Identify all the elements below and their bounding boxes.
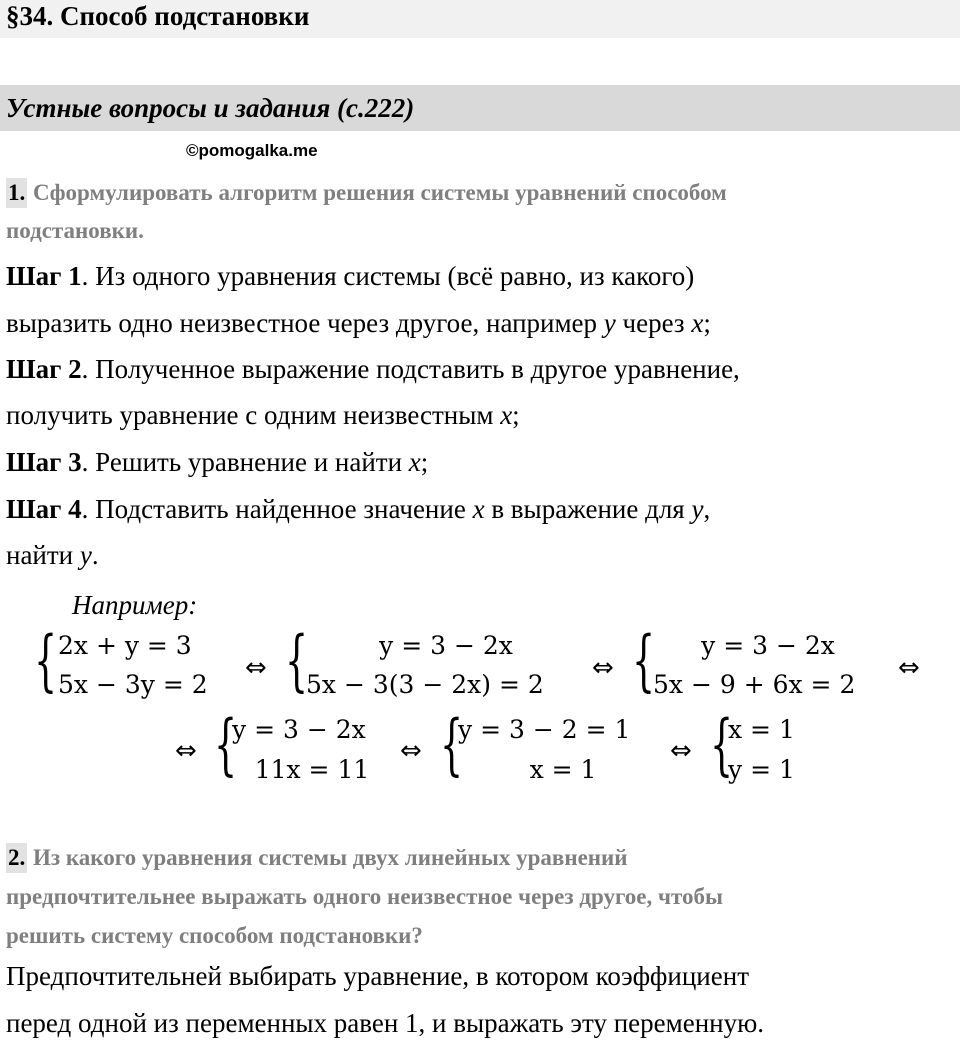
question-1-text-1: Сформулировать алгоритм решения системы уравнений способом [33, 180, 727, 205]
system-6-eq-2: y = 1 [728, 755, 795, 784]
page-title: §34. Способ подстановки [6, 1, 310, 31]
equivalence-arrow: ⇔ [670, 736, 692, 766]
step-2-text: . Полученное выражение подставить в другое уравнение, [81, 354, 740, 384]
system-5-eq-2: x = 1 [529, 755, 597, 784]
step-2-line-1 [6, 353, 740, 386]
var-x: x [472, 494, 485, 524]
system-brace: { [34, 622, 58, 699]
step-4-text-a: . Подставить найденное значение [81, 494, 473, 524]
step-1-label: Шаг 1 [6, 261, 82, 291]
step-1-text: . Из одного уравнения системы (всё равно, из какого) [81, 261, 695, 291]
question-2-line-1 [6, 843, 628, 873]
step-1-text-2c: через [615, 308, 692, 338]
watermark: ©pomogalka.me [186, 141, 318, 160]
system-brace: { [285, 622, 309, 699]
step-3-text-a: . Решить уравнение и найти [81, 447, 409, 477]
question-1-line-2: подстановки. [6, 218, 144, 243]
system-6-eq-1: x = 1 [728, 715, 795, 744]
system-brace: { [214, 706, 238, 783]
question-2-line-3: решить систему способом подстановки? [6, 923, 423, 948]
system-4-eq-1: y = 3 − 2x [232, 715, 366, 744]
step-1-line-2 [6, 307, 711, 340]
system-3-eq-2: 5x − 9 + 6x = 2 [653, 670, 856, 699]
equivalence-arrow: ⇔ [898, 653, 920, 683]
answer-2-line-2: перед одной из переменных равен 1, и выражать эту переменную. [6, 1008, 765, 1038]
step-4-line-1 [6, 493, 710, 526]
question-1-line-1 [6, 178, 727, 208]
step-4-text-e: , [703, 494, 711, 524]
question-2-number: 2. [6, 843, 27, 873]
step-4-line-2 [6, 539, 99, 572]
var-y: y [79, 540, 92, 570]
answer-2-line-1: Предпочтительней выбирать уравнение, в котором коэффициент [6, 961, 749, 991]
step-4-text-2a: найти [6, 540, 80, 570]
question-2-text-1: Из какого уравнения системы двух линейных уравнений [33, 845, 628, 870]
system-1-eq-2: 5x − 3y = 2 [58, 670, 208, 699]
var-x: x [500, 400, 513, 430]
example-label: Например: [72, 590, 198, 620]
var-y: y [691, 494, 704, 524]
step-2-label: Шаг 2 [6, 354, 82, 384]
step-4-text-c: в выражение для [484, 494, 692, 524]
question-2-line-2: предпочтительнее выражать одного неизвестное через другое, чтобы [6, 884, 723, 909]
step-4-text-2c: . [91, 540, 99, 570]
step-1-text-2a: выразить одно неизвестное через другое, например [6, 308, 604, 338]
equivalence-arrow: ⇔ [245, 653, 267, 683]
var-x: x [691, 308, 704, 338]
step-1-line-1 [6, 260, 694, 293]
step-4-label: Шаг 4 [6, 494, 82, 524]
equivalence-arrow: ⇔ [592, 653, 614, 683]
question-1-number: 1. [6, 178, 27, 208]
system-brace: { [710, 706, 734, 783]
section-title: Устные вопросы и задания (с.222) [6, 93, 415, 123]
step-1-text-2e: ; [703, 308, 711, 338]
system-brace: { [440, 706, 464, 783]
system-1-eq-1: 2x + y = 3 [58, 631, 192, 660]
system-2-eq-1: y = 3 − 2x [379, 631, 513, 660]
equivalence-arrow: ⇔ [175, 736, 197, 766]
system-4-eq-2: 11x = 11 [254, 755, 370, 784]
step-2-line-2 [6, 399, 520, 432]
step-3-label: Шаг 3 [6, 447, 82, 477]
step-3-line [6, 446, 428, 479]
system-brace: { [632, 622, 656, 699]
step-2-text-2a: получить уравнение с одним неизвестным [6, 400, 501, 430]
system-5-eq-1: y = 3 − 2 = 1 [458, 715, 631, 744]
step-3-text-c: ; [420, 447, 429, 477]
system-3-eq-1: y = 3 − 2x [701, 631, 835, 660]
system-2-eq-2: 5x − 3(3 − 2x) = 2 [306, 670, 544, 699]
var-x: x [408, 447, 421, 477]
equivalence-arrow: ⇔ [400, 736, 422, 766]
var-y: y [603, 308, 616, 338]
step-2-text-2c: ; [512, 400, 520, 430]
